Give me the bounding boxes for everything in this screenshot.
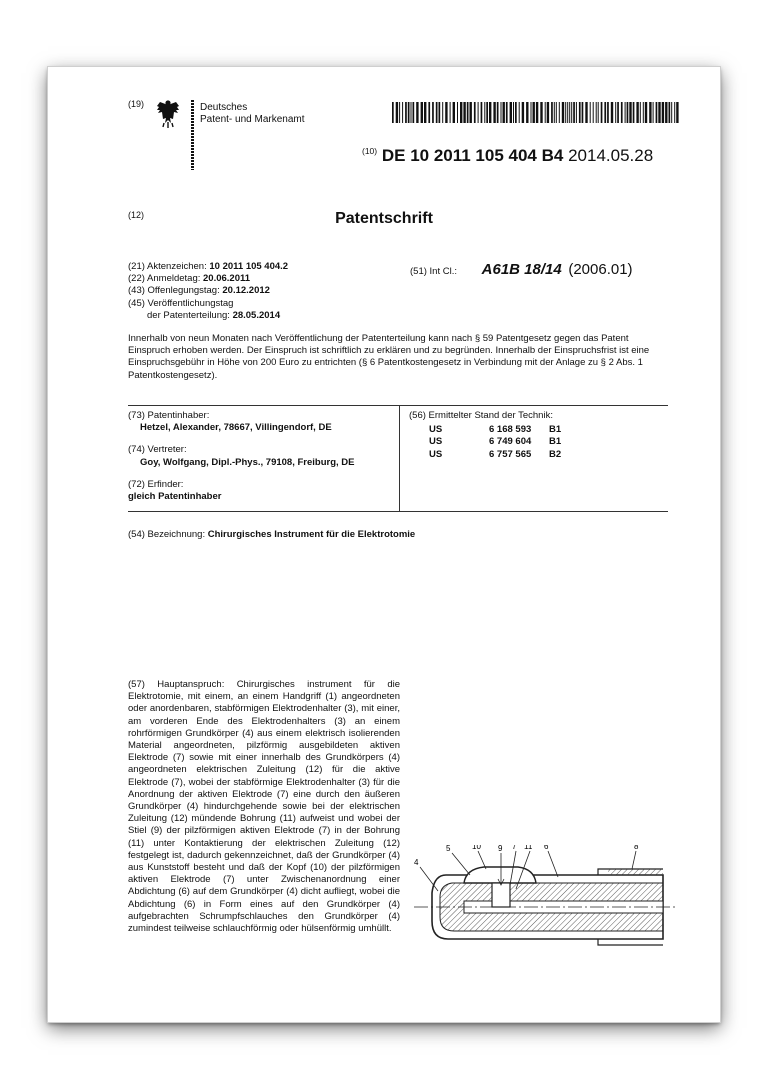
figure-label: 9 <box>498 845 503 853</box>
designation-value: Chirurgisches Instrument für die Elektrotomie <box>207 529 416 540</box>
table-row: US 6 757 565 B2 <box>429 448 562 460</box>
federal-eagle-icon <box>155 99 181 129</box>
main-claim: (57) Hauptanspruch: Chirurgisches instrument für die Elektrotomie, mit einem, an einem Handgriff (1) angeordneten oder anordenbaren, stabförmigen Elektrodenhalter (3), mit einer, am vorderen Ende des Elektrodenhalters (3) an einem rohrförmigen Grundkörper (4) aus einem elektrisch isolierenden Material angeordneten, pilzförmig ausgebildeten aktiven Elektrode (7) sowie mit einer innerhalb des Grundkörpers (4) angeordneten elektrischen Zuleitung (12) für die aktive Elektrode (7), wobei der stabförmige Elektrodenhalter (3) für die Anordnung der aktiven Elektrode (7) eine durch den äußeren Grundkörper (4) hindurchgehende sowie bei der elektrischen Zuleitung (12) mündende Bohrung (11) aufweist und wobei der Stiel (9) der pilzförmigen aktiven Elektrode (7) in der Bohrung (11) unter Kontaktierung der elektrischen Zuleitung (12) festgelegt ist, dadurch gekennzeichnet, daß der Grundkörper (4) aus Kunststoff besteht und daß der Kopf (10) der pilzförmigen aktiven Elektrode (7) unter Zwischenanordnung einer Abdichtung (6) auf dem Grundkörper (4) dicht aufliegt, wobei die Abdichtung (6) in Form eines auf den Grundkörper (4) aufgebrachten Schrumpfschlauches den Grundkörper (4) zumindest teilweise schlauchförmig oder hülsenförmig umhüllt. <box>128 679 400 935</box>
designation <box>128 529 415 541</box>
figure-label: 7 <box>512 845 517 851</box>
agent-name: Goy, Wolfgang, Dipl.-Phys., 79108, Freiburg, DE <box>140 456 355 468</box>
office-name-line2: Patent- und Markenamt <box>200 114 305 125</box>
figure-label: 6 <box>544 845 549 851</box>
office-name-line1: Deutsches <box>200 102 248 113</box>
designation-label: (54) Bezeichnung: <box>128 529 206 540</box>
office-name <box>200 102 305 126</box>
figure-label: 11 <box>524 845 533 851</box>
publication-number <box>362 146 653 166</box>
table-row: US 6 749 604 B1 <box>429 436 562 448</box>
opposition-notice: Innerhalb von neun Monaten nach Veröffentlichung der Patenterteilung kann nach § 59 Patentgesetz gegen das Patent Einspruch erhoben werden. Der Einspruch ist schriftlich zu erklären und zu begründen. Innerhalb der Einspruchsfrist ist eine Einspruchsgebühr in Höhe von 200 Euro zu entrichten (§ 6 Patentkostengesetz in Verbindung mit der Anlage zu § 2 Abs. 1 Patentkostengesetz). <box>128 333 650 381</box>
int-classification <box>410 261 633 278</box>
inventor-label: (72) Erfinder: <box>128 478 184 490</box>
publication-id: DE 10 2011 105 404 B4 <box>381 146 564 165</box>
inid-code-12: (12) <box>128 210 145 220</box>
office-divider <box>191 100 194 170</box>
patent-page <box>48 67 720 1022</box>
bib-row: (43) Offenlegungstag: 20.12.2012 <box>128 285 270 297</box>
instrument-drawing <box>408 845 688 957</box>
inid-code-19: (19) <box>128 99 145 109</box>
int-cl-year: (2006.01) <box>568 261 633 278</box>
table-top-rule <box>128 405 668 406</box>
inid-code-10: (10) <box>362 146 378 156</box>
prior-art-table <box>429 424 561 461</box>
bib-row: (21) Aktenzeichen: 10 2011 105 404.2 <box>128 261 289 272</box>
prior-art-label: (56) Ermittelter Stand der Technik: <box>409 410 553 421</box>
parties-block <box>128 410 398 503</box>
document-title: Patentschrift <box>335 210 433 227</box>
prior-art-block <box>409 410 561 461</box>
publication-date: 2014.05.28 <box>568 146 654 165</box>
holder-name: Hetzel, Alexander, 78667, Villingendorf, DE <box>140 422 332 434</box>
bib-row: (22) Anmeldetag: 20.06.2011 <box>128 273 251 285</box>
table-column-rule <box>399 405 400 511</box>
int-cl-label: (51) Int Cl.: <box>410 266 457 277</box>
figure-label: 8 <box>634 845 639 851</box>
int-cl-code: A61B 18/14 <box>481 261 562 278</box>
barcode <box>392 102 679 123</box>
bib-row: (45) Veröffentlichungstag <box>128 297 234 309</box>
figure-label: 10 <box>472 845 481 851</box>
figure-label: 5 <box>446 845 451 853</box>
agent-label: (74) Vertreter: <box>128 444 187 456</box>
inventor-name: gleich Patentinhaber <box>128 491 222 503</box>
bib-row: der Patenterteilung: 28.05.2014 <box>147 309 281 321</box>
holder-label: (73) Patentinhaber: <box>128 410 210 421</box>
table-row: US 6 168 593 B1 <box>429 424 562 436</box>
figure-label: 4 <box>414 858 419 867</box>
table-bottom-rule <box>128 511 668 512</box>
bibliographic-data <box>128 261 288 322</box>
